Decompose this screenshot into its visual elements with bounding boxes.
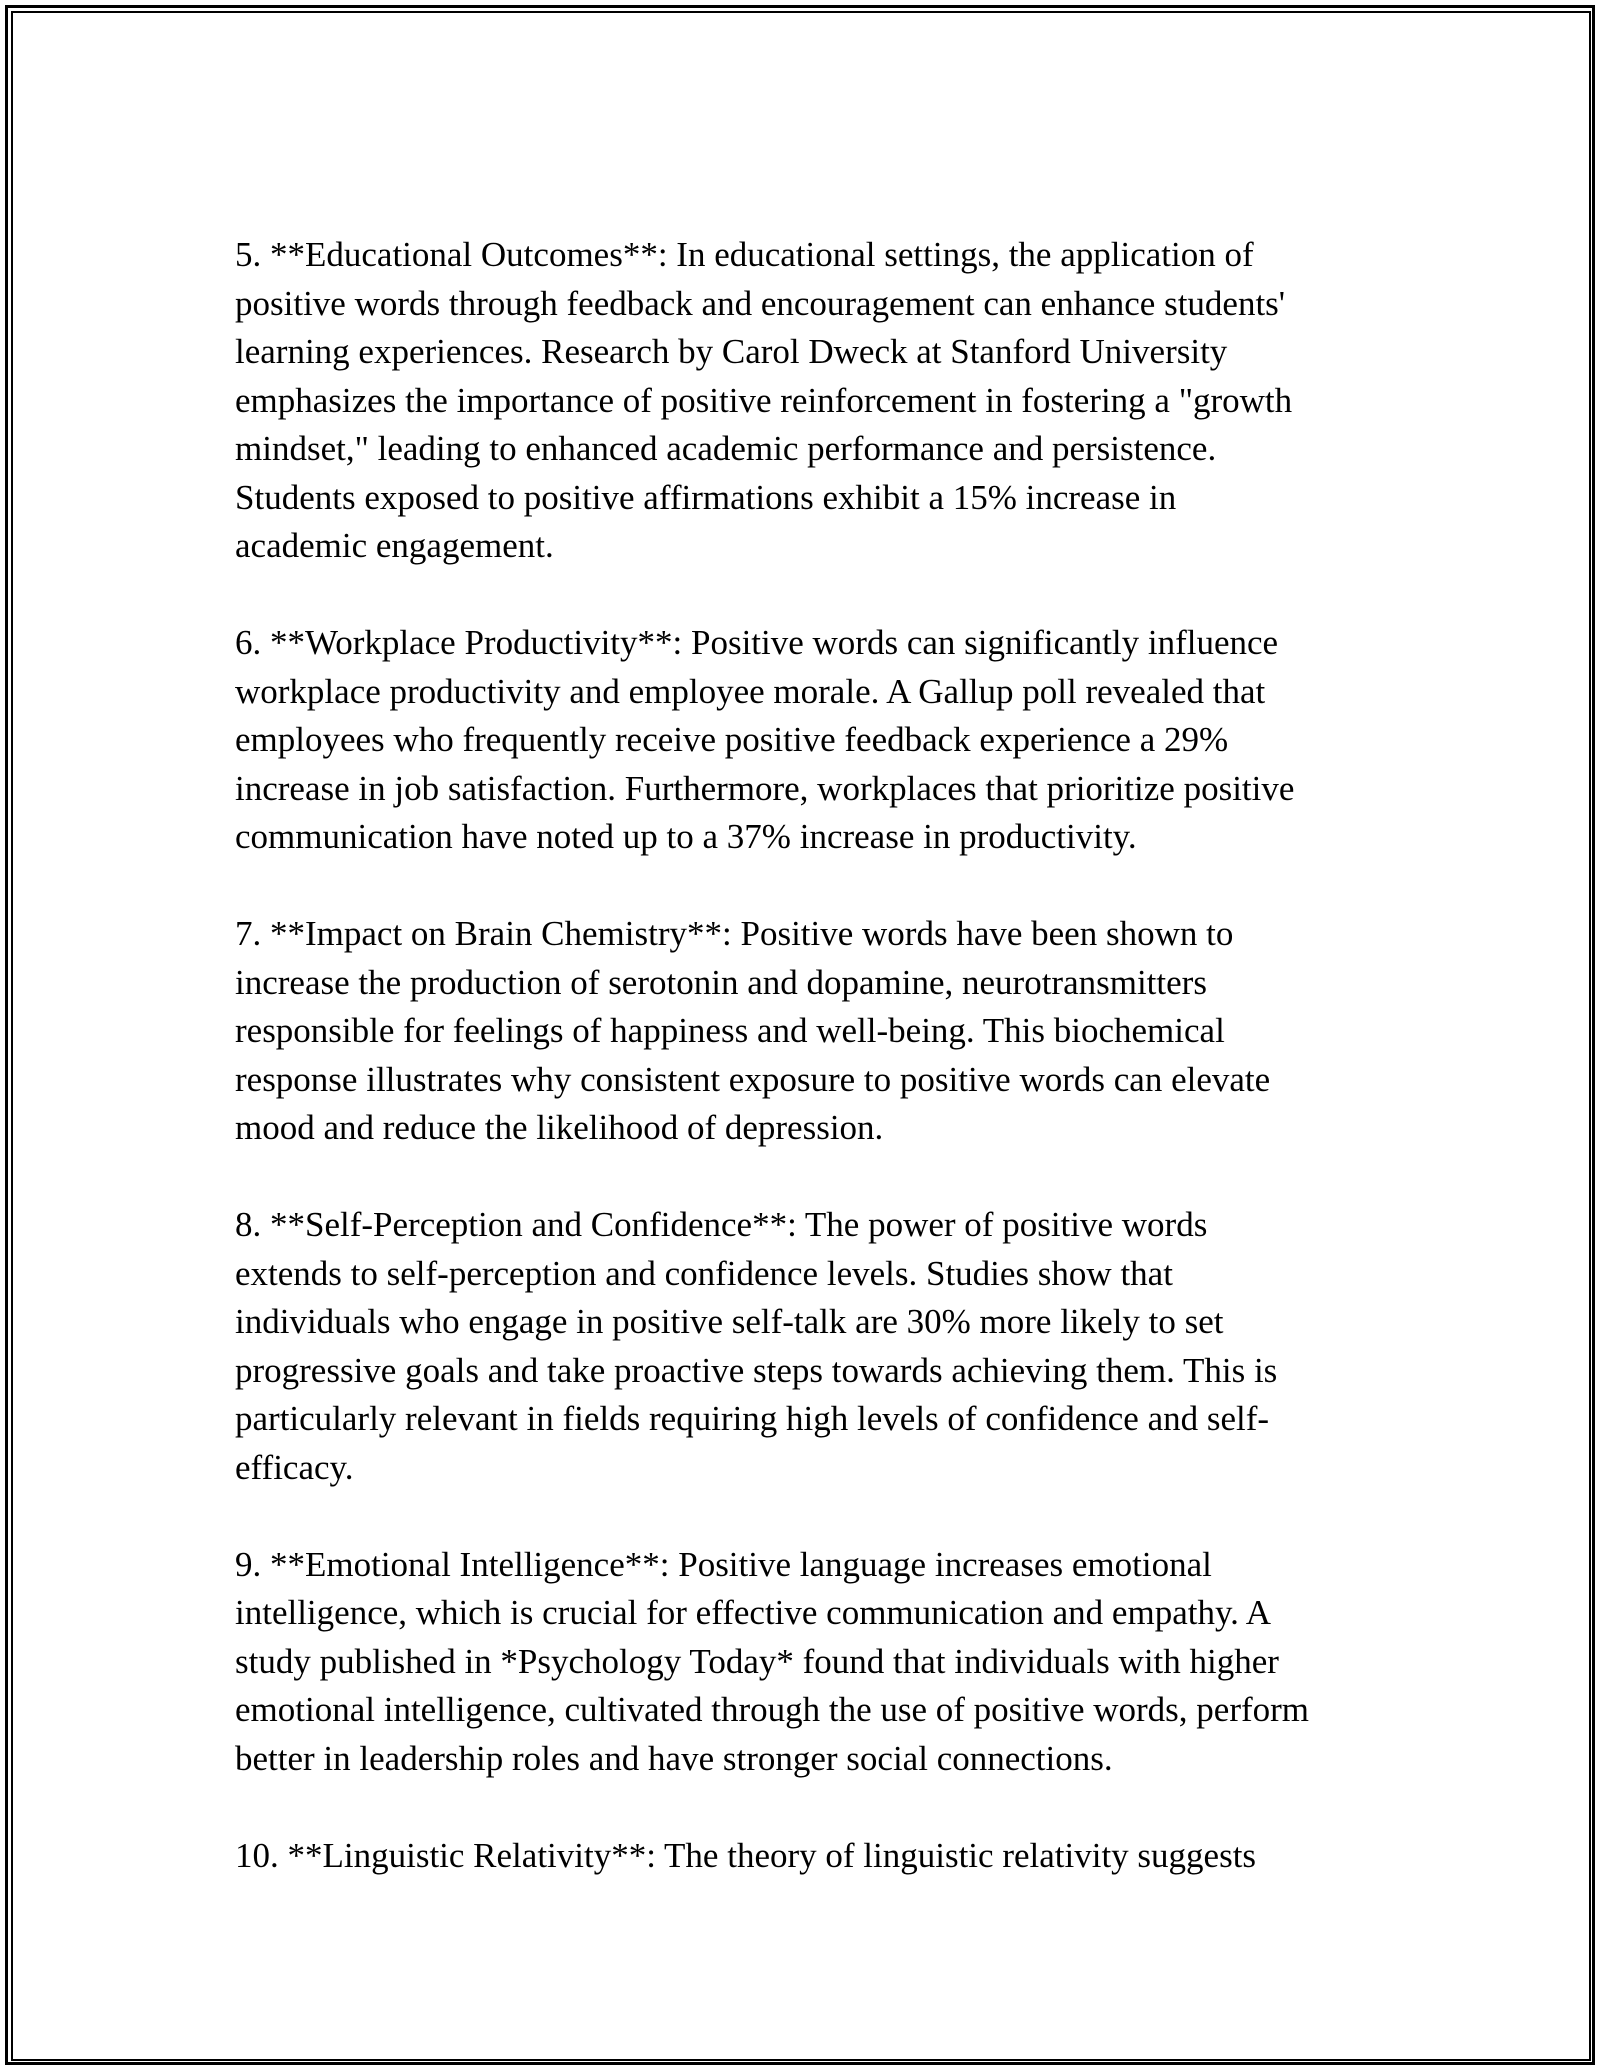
paragraph-brain-chemistry — [235, 910, 1375, 1153]
text-line: communication have noted up to a 37% increase in productivity. — [235, 817, 1137, 856]
text-line: efficacy. — [235, 1447, 354, 1487]
document-body — [235, 231, 1375, 1929]
text-line: positive words through feedback and encouragement can enhance students' — [235, 283, 1286, 323]
text-line: mindset," leading to enhanced academic performance and persistence. — [235, 429, 1217, 468]
text-line: increase the production of serotonin and dopamine, neurotransmitters — [235, 962, 1207, 1002]
paragraph-linguistic-relativity — [235, 1832, 1375, 1881]
paragraph-educational-outcomes — [235, 231, 1375, 571]
text-line: 9. **Emotional Intelligence**: Positive language increases emotional — [235, 1544, 1212, 1584]
text-line: emotional intelligence, cultivated through the use of positive words, perform — [235, 1690, 1310, 1729]
text-line: particularly relevant in fields requiring high levels of confidence and self- — [235, 1399, 1270, 1438]
text-line: learning experiences. Research by Carol Dweck at Stanford University — [235, 332, 1228, 371]
text-line: employees who frequently receive positive feedback experience a 29% — [235, 720, 1229, 759]
text-line: extends to self-perception and confidence levels. Studies show that — [235, 1253, 1173, 1293]
text-line: emphasizes the importance of positive reinforcement in fostering a "growth — [235, 380, 1293, 420]
text-line: Students exposed to positive affirmations exhibit a 15% increase in — [235, 477, 1177, 517]
text-line: progressive goals and take proactive steps towards achieving them. This is — [235, 1350, 1278, 1390]
paragraph-emotional-intelligence — [235, 1541, 1375, 1784]
text-line: workplace productivity and employee morale. A Gallup poll revealed that — [235, 671, 1266, 711]
text-line: intelligence, which is crucial for effective communication and empathy. A — [235, 1593, 1272, 1632]
text-line: 6. **Workplace Productivity**: Positive words can significantly influence — [235, 623, 1279, 662]
text-line: responsible for feelings of happiness and well-being. This biochemical — [235, 1011, 1225, 1050]
text-line: academic engagement. — [235, 526, 554, 565]
text-line: better in leadership roles and have stronger social connections. — [235, 1738, 1113, 1778]
paragraph-workplace-productivity — [235, 619, 1375, 862]
text-line: 10. **Linguistic Relativity**: The theory of linguistic relativity suggests — [235, 1835, 1257, 1875]
text-line: response illustrates why consistent exposure to positive words can elevate — [235, 1059, 1271, 1099]
text-line: increase in job satisfaction. Furthermore, workplaces that prioritize positive — [235, 768, 1295, 808]
text-line: individuals who engage in positive self-talk are 30% more likely to set — [235, 1302, 1224, 1341]
text-line: 5. **Educational Outcomes**: In educational settings, the application of — [235, 235, 1254, 274]
text-line: study published in *Psychology Today* found that individuals with higher — [235, 1641, 1279, 1681]
text-line: mood and reduce the likelihood of depression. — [235, 1108, 884, 1147]
text-line: 7. **Impact on Brain Chemistry**: Positive words have been shown to — [235, 914, 1234, 953]
text-line: 8. **Self-Perception and Confidence**: The power of positive words — [235, 1205, 1208, 1244]
paragraph-self-perception — [235, 1201, 1375, 1492]
